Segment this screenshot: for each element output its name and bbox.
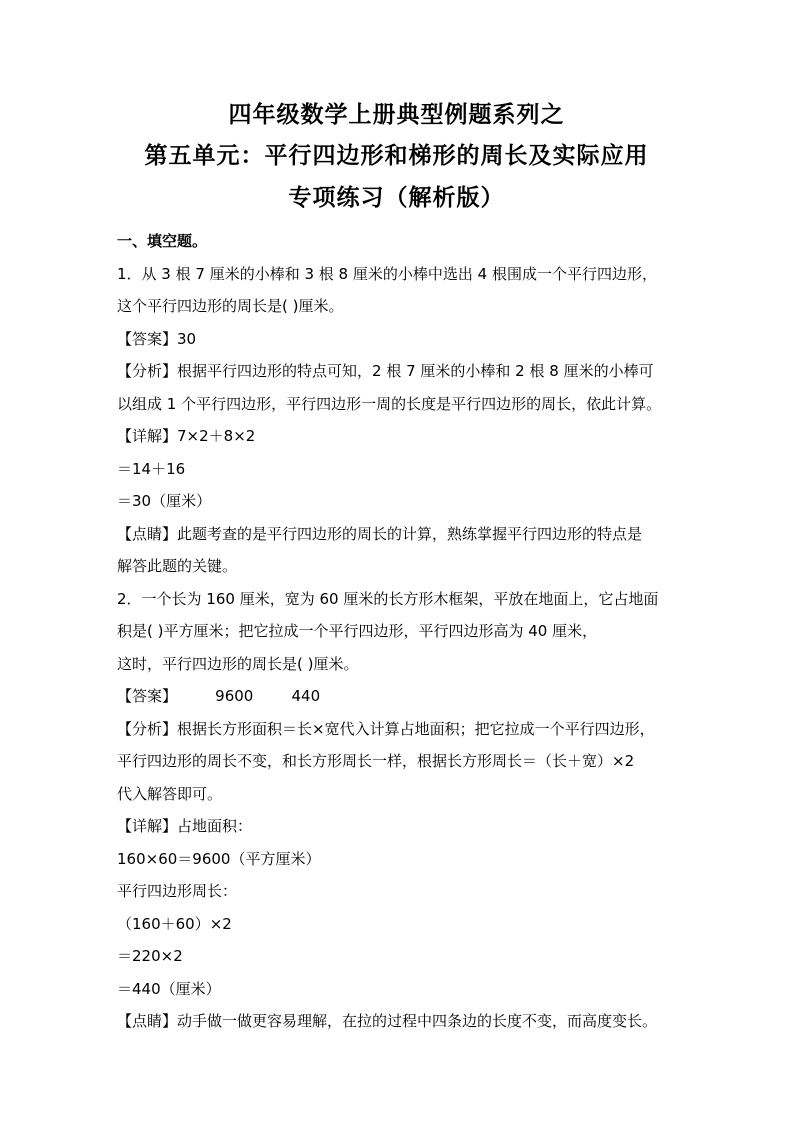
detail-label: 【详解】 <box>117 427 178 445</box>
detail-text: ＝30（厘米） <box>117 492 212 510</box>
analysis-text: 以组成 1 个平行四边形，平行四边形一周的长度是平行四边形的周长，依此计算。 <box>117 394 662 413</box>
detail-row <box>117 810 717 843</box>
question-text: 积是( )平方厘米；把它拉成一个平行四边形，平行四边形高为 40 厘米， <box>117 622 598 640</box>
comment-text: 动手做一做更容易理解，在拉的过程中四条边的长度不变，而高度变长。 <box>177 1012 658 1030</box>
answer-value: 30 <box>177 329 197 348</box>
question-text: 1．从 3 根 7 厘米的小棒和 3 根 8 厘米的小棒中选出 4 根围成一个平行四边形， <box>117 264 657 283</box>
title-line-2: 第五单元：平行四边形和梯形的周长及实际应用 <box>144 143 649 169</box>
analysis-label: 【分析】 <box>117 719 178 738</box>
answer-label: 【答案】 <box>117 687 178 705</box>
question-1 <box>117 258 717 583</box>
analysis-text: 根据长方形面积＝长×宽代入计算占地面积；把它拉成一个平行四边形， <box>177 719 655 738</box>
answer-row <box>117 680 717 713</box>
answer-value: 9600 440 <box>177 687 321 705</box>
analysis-label: 【分析】 <box>117 362 178 380</box>
detail-text: ＝14＋16 <box>117 459 186 478</box>
answer-label: 【答案】 <box>117 329 178 348</box>
question-text: 2．一个长为 160 厘米，宽为 60 厘米的长方形木框架，平放在地面上，它占地面 <box>117 589 659 608</box>
analysis-text: 平行四边形的周长不变，和长方形周长一样，根据长方形周长＝（长＋宽）×2 <box>117 752 635 770</box>
comment-text: 此题考查的是平行四边形的周长的计算，熟练掌握平行四边形的特点是 <box>177 524 643 543</box>
question-text: 这时，平行四边形的周长是( )厘米。 <box>117 654 359 673</box>
detail-text: 160×60＝9600（平方厘米） <box>117 849 321 868</box>
document-body <box>117 225 717 1038</box>
question-2 <box>117 583 717 1038</box>
title-line-3: 专项练习（解析版） <box>288 185 505 211</box>
detail-text: 7×2＋8×2 <box>177 427 256 445</box>
detail-row <box>117 420 717 453</box>
comment-row <box>117 518 717 551</box>
comment-text: 解答此题的关键。 <box>117 557 238 575</box>
question-text: 这个平行四边形的周长是( )厘米。 <box>117 297 344 315</box>
comment-row <box>117 1005 717 1038</box>
detail-label: 【详解】 <box>117 817 178 835</box>
detail-text: ＝440（厘米） <box>117 979 221 998</box>
analysis-row <box>117 713 717 746</box>
comment-label: 【点睛】 <box>117 1012 178 1030</box>
detail-text: （160＋60）×2 <box>117 914 232 933</box>
detail-text: ＝220×2 <box>117 947 183 965</box>
detail-text: 占地面积： <box>177 817 253 835</box>
answer-row <box>117 323 717 356</box>
analysis-text: 代入解答即可。 <box>117 784 223 803</box>
title-line-1: 四年级数学上册典型例题系列之 <box>228 102 565 128</box>
detail-text: 平行四边形周长： <box>117 882 238 900</box>
comment-label: 【点睛】 <box>117 524 178 543</box>
analysis-text: 根据平行四边形的特点可知，2 根 7 厘米的小棒和 2 根 8 厘米的小棒可 <box>177 362 654 380</box>
section-heading: 一、填空题。 <box>117 232 208 250</box>
analysis-row <box>117 355 717 388</box>
